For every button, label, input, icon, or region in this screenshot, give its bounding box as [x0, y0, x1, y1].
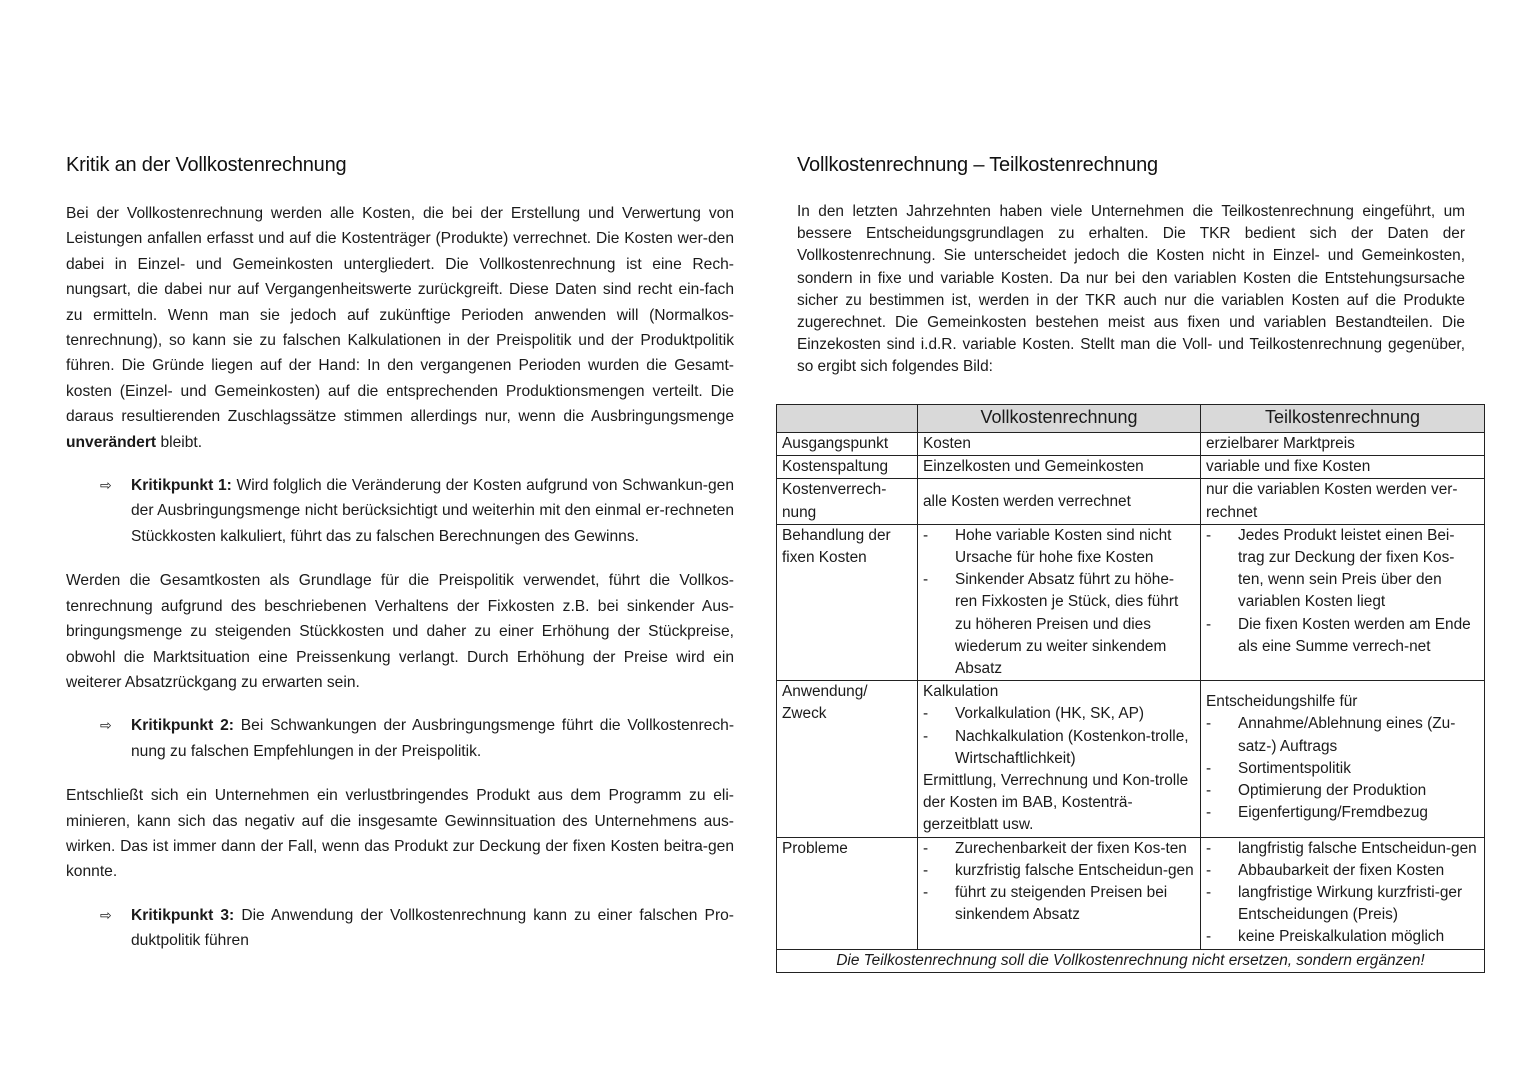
list-item: - Eigenfertigung/Fremdbezug [1206, 802, 1479, 824]
list-item: - Sinkender Absatz führt zu höhe-ren Fixkosten je Stück, dies führt zu höheren Preisen und dies wiederum zu weiter sinkendem Absatz [923, 569, 1195, 680]
cell-vkr: Kosten [918, 433, 1201, 456]
list-item: - Optimierung der Produktion [1206, 780, 1479, 802]
cell-tkr [1201, 681, 1485, 837]
cell-tkr [1201, 524, 1485, 680]
arrow-icon: ⇨ [100, 477, 112, 494]
cell-vkr: alle Kosten werden verrechnet [918, 479, 1201, 524]
list-item: - kurzfristig falsche Entscheidun-gen [923, 860, 1195, 882]
cell-tkr: variable und fixe Kosten [1201, 456, 1485, 479]
table-footer-note: Die Teilkostenrechnung soll die Vollkostenrechnung nicht ersetzen, sondern ergänzen! [777, 949, 1485, 972]
list-item: - langfristig falsche Entscheidun-gen [1206, 838, 1479, 860]
table-row [777, 837, 1485, 949]
table-row [777, 456, 1485, 479]
row-label: Ausgangspunkt [777, 433, 918, 456]
right-heading: Vollkostenrechnung – Teilkostenrechnung [797, 154, 1158, 176]
left-column [66, 154, 734, 973]
kritikpunkt-2-text: Bei Schwankungen der Ausbringungsmenge führt die Vollkostenrech-nung zu falschen Empfehlungen in der Preispolitik. [131, 717, 735, 760]
cell-subheading: Kalkulation [923, 683, 999, 701]
list-item: - Zurechenbarkeit der fixen Kos-ten [923, 838, 1195, 860]
row-label: Kostenverrech-nung [777, 479, 918, 524]
intro-end: bleibt. [156, 433, 203, 451]
kritikpunkt-2 [100, 713, 734, 764]
arrow-icon: ⇨ [100, 906, 112, 923]
intro-text: Bei der Vollkostenrechnung werden alle Kosten, die bei der Erstellung und Verwertung von Leistungen anfallen erfasst und auf die Kostenträger (Produkte) verrechnet. Die Kosten wer-den dabei in Einzel- und Gemeinkosten untergliedert. Die Vollkostenrechnung ist eine Rech-nungsart, die dabei nur auf Vergangenheitswerte zurückgreift. Diese Daten sind recht ein-fach zu ermitteln. Wenn man sie jedoch auf zukünftige Perioden anwenden will (Normalkos-tenrechnung), so kann sie zu falschen Kalkulationen in der Preispolitik und der Produktpolitik führen. Die Gründe liegen auf der Hand: In den vergangenen Perioden wurden die Gesamt-kosten (Einzel- und Gemeinkosten) auf die entsprechenden Produktionsmengen verteilt. Die daraus resultierenden Zuschlagssätze stimmen allerdings nur, wenn die Ausbringungsmenge [66, 205, 734, 426]
list-item: - Nachkalkulation (Kostenkon-trolle, Wirtschaftlichkeit) [923, 726, 1195, 770]
kritikpunkt-3-label: Kritikpunkt 3: [131, 906, 235, 924]
list-item: - Abbaubarkeit der fixen Kosten [1206, 860, 1479, 882]
emphasis-unveraendert: unverändert [66, 433, 157, 451]
header-teilkostenrechnung: Teilkostenrechnung [1201, 405, 1485, 433]
intro-paragraph [66, 201, 734, 455]
table-footer-row [777, 949, 1485, 972]
header-empty-cell [777, 405, 918, 433]
cell-tkr [1201, 837, 1485, 949]
list-item: - Die fixen Kosten werden am Ende als eine Summe verrech-net [1206, 614, 1479, 658]
list-item: - Annahme/Ablehnung eines (Zu-satz-) Auftrags [1206, 713, 1479, 757]
cell-tkr: nur die variablen Kosten werden ver-rechnet [1201, 479, 1485, 524]
left-heading: Kritik an der Vollkostenrechnung [66, 154, 347, 176]
list-item: - keine Preiskalkulation möglich [1206, 926, 1479, 948]
table-header-row [777, 405, 1485, 433]
kritikpunkt-1-text: Wird folglich die Veränderung der Kosten aufgrund von Schwankun-gen der Ausbringungsmenge nicht berücksichtigt und weiterhin mit den einmal er-rechneten Stückkosten kalkuliert, führt das zu falschen Berechnungen des Gewinns. [131, 477, 735, 545]
cell-subheading: Entscheidungshilfe für [1206, 693, 1358, 711]
kritikpunkt-3 [100, 903, 734, 954]
right-intro-paragraph: In den letzten Jahrzehnten haben viele Unternehmen die Teilkostenrechnung eingeführt, um bessere Entscheidungsgrundlagen zu erhalten. Die TKR bedient sich der Daten der Vollkostenrechnung. Sie unterscheidet jedoch die Kosten nicht in Einzel- und Gemeinkosten, sondern in fixe und variable Kosten. Da nur bei den variablen Kosten die Entstehungsursache sicher zu bestimmen ist, werden in der TKR auch nur die variablen Kosten auf die Produkte zugerechnet. Die Gemeinkosten bestehen meist aus fixen und variablen Bestandteilen. Die Einzekosten sind i.d.R. variable Kosten. Stellt man die Voll- und Teilkostenrechnung gegenüber, so ergibt sich folgendes Bild: [797, 203, 1465, 376]
list-item: - langfristige Wirkung kurzfristi-ger Entscheidungen (Preis) [1206, 882, 1479, 926]
kritikpunkt-3-text: Die Anwendung der Vollkostenrechnung kann zu einer falschen Pro-duktpolitik führen [131, 906, 735, 950]
table-row [777, 524, 1485, 680]
paragraph-2: Werden die Gesamtkosten als Grundlage für die Preispolitik verwendet, führt die Vollkos-tenrechnung aufgrund des beschriebenen Verhaltens der Fixkosten z.B. bei sinkender Aus-bringungsmenge zu steigenden Stückkosten und daher zu einer Erhöhung der Stückpreise, obwohl die Marktsituation eine Preissenkung verlangt. Durch Erhöhung der Preise wird ein weiterer Absatzrückgang zu erwarten sein. [66, 572, 734, 691]
cell-tkr: erzielbarer Marktpreis [1201, 433, 1485, 456]
arrow-icon: ⇨ [100, 717, 112, 734]
list-item: - Jedes Produkt leistet einen Bei-trag zur Deckung der fixen Kos-ten, wenn sein Preis über den variablen Kosten liegt [1206, 525, 1479, 614]
list-item: - Sortimentspolitik [1206, 758, 1479, 780]
table-row [777, 681, 1485, 837]
cell-vkr: Einzelkosten und Gemeinkosten [918, 456, 1201, 479]
kritikpunkt-1-label: Kritikpunkt 1: [131, 477, 232, 495]
cell-vkr [918, 837, 1201, 949]
header-vollkostenrechnung: Vollkostenrechnung [918, 405, 1201, 433]
table-row [777, 433, 1485, 456]
cell-vkr [918, 681, 1201, 837]
row-label: Probleme [777, 837, 918, 949]
comparison-table [776, 404, 1485, 973]
kritikpunkt-1 [100, 473, 734, 549]
kritikpunkt-2-label: Kritikpunkt 2: [131, 717, 234, 735]
cell-note: Ermittlung, Verrechnung und Kon-trolle der Kosten im BAB, Kostenträ-gerzeitblatt usw. [923, 772, 1189, 834]
list-item: - Hohe variable Kosten sind nicht Ursache für hohe fixe Kosten [923, 525, 1195, 569]
paragraph-3: Entschließt sich ein Unternehmen ein verlustbringendes Produkt aus dem Programm zu eli-minieren, kann sich das negativ auf die insgesamte Gewinnsituation des Unternehmens aus-wirken. Das ist immer dann der Fall, wenn das Produkt zur Deckung der fixen Kosten beitra-gen konnte. [66, 787, 734, 881]
cell-vkr [918, 524, 1201, 680]
row-label: Behandlung der fixen Kosten [777, 524, 918, 680]
row-label: Anwendung/ Zweck [777, 681, 918, 837]
row-label: Kostenspaltung [777, 456, 918, 479]
list-item: - führt zu steigenden Preisen bei sinkendem Absatz [923, 882, 1195, 926]
table-row [777, 479, 1485, 524]
list-item: - Vorkalkulation (HK, SK, AP) [923, 703, 1195, 725]
right-column [797, 154, 1465, 379]
